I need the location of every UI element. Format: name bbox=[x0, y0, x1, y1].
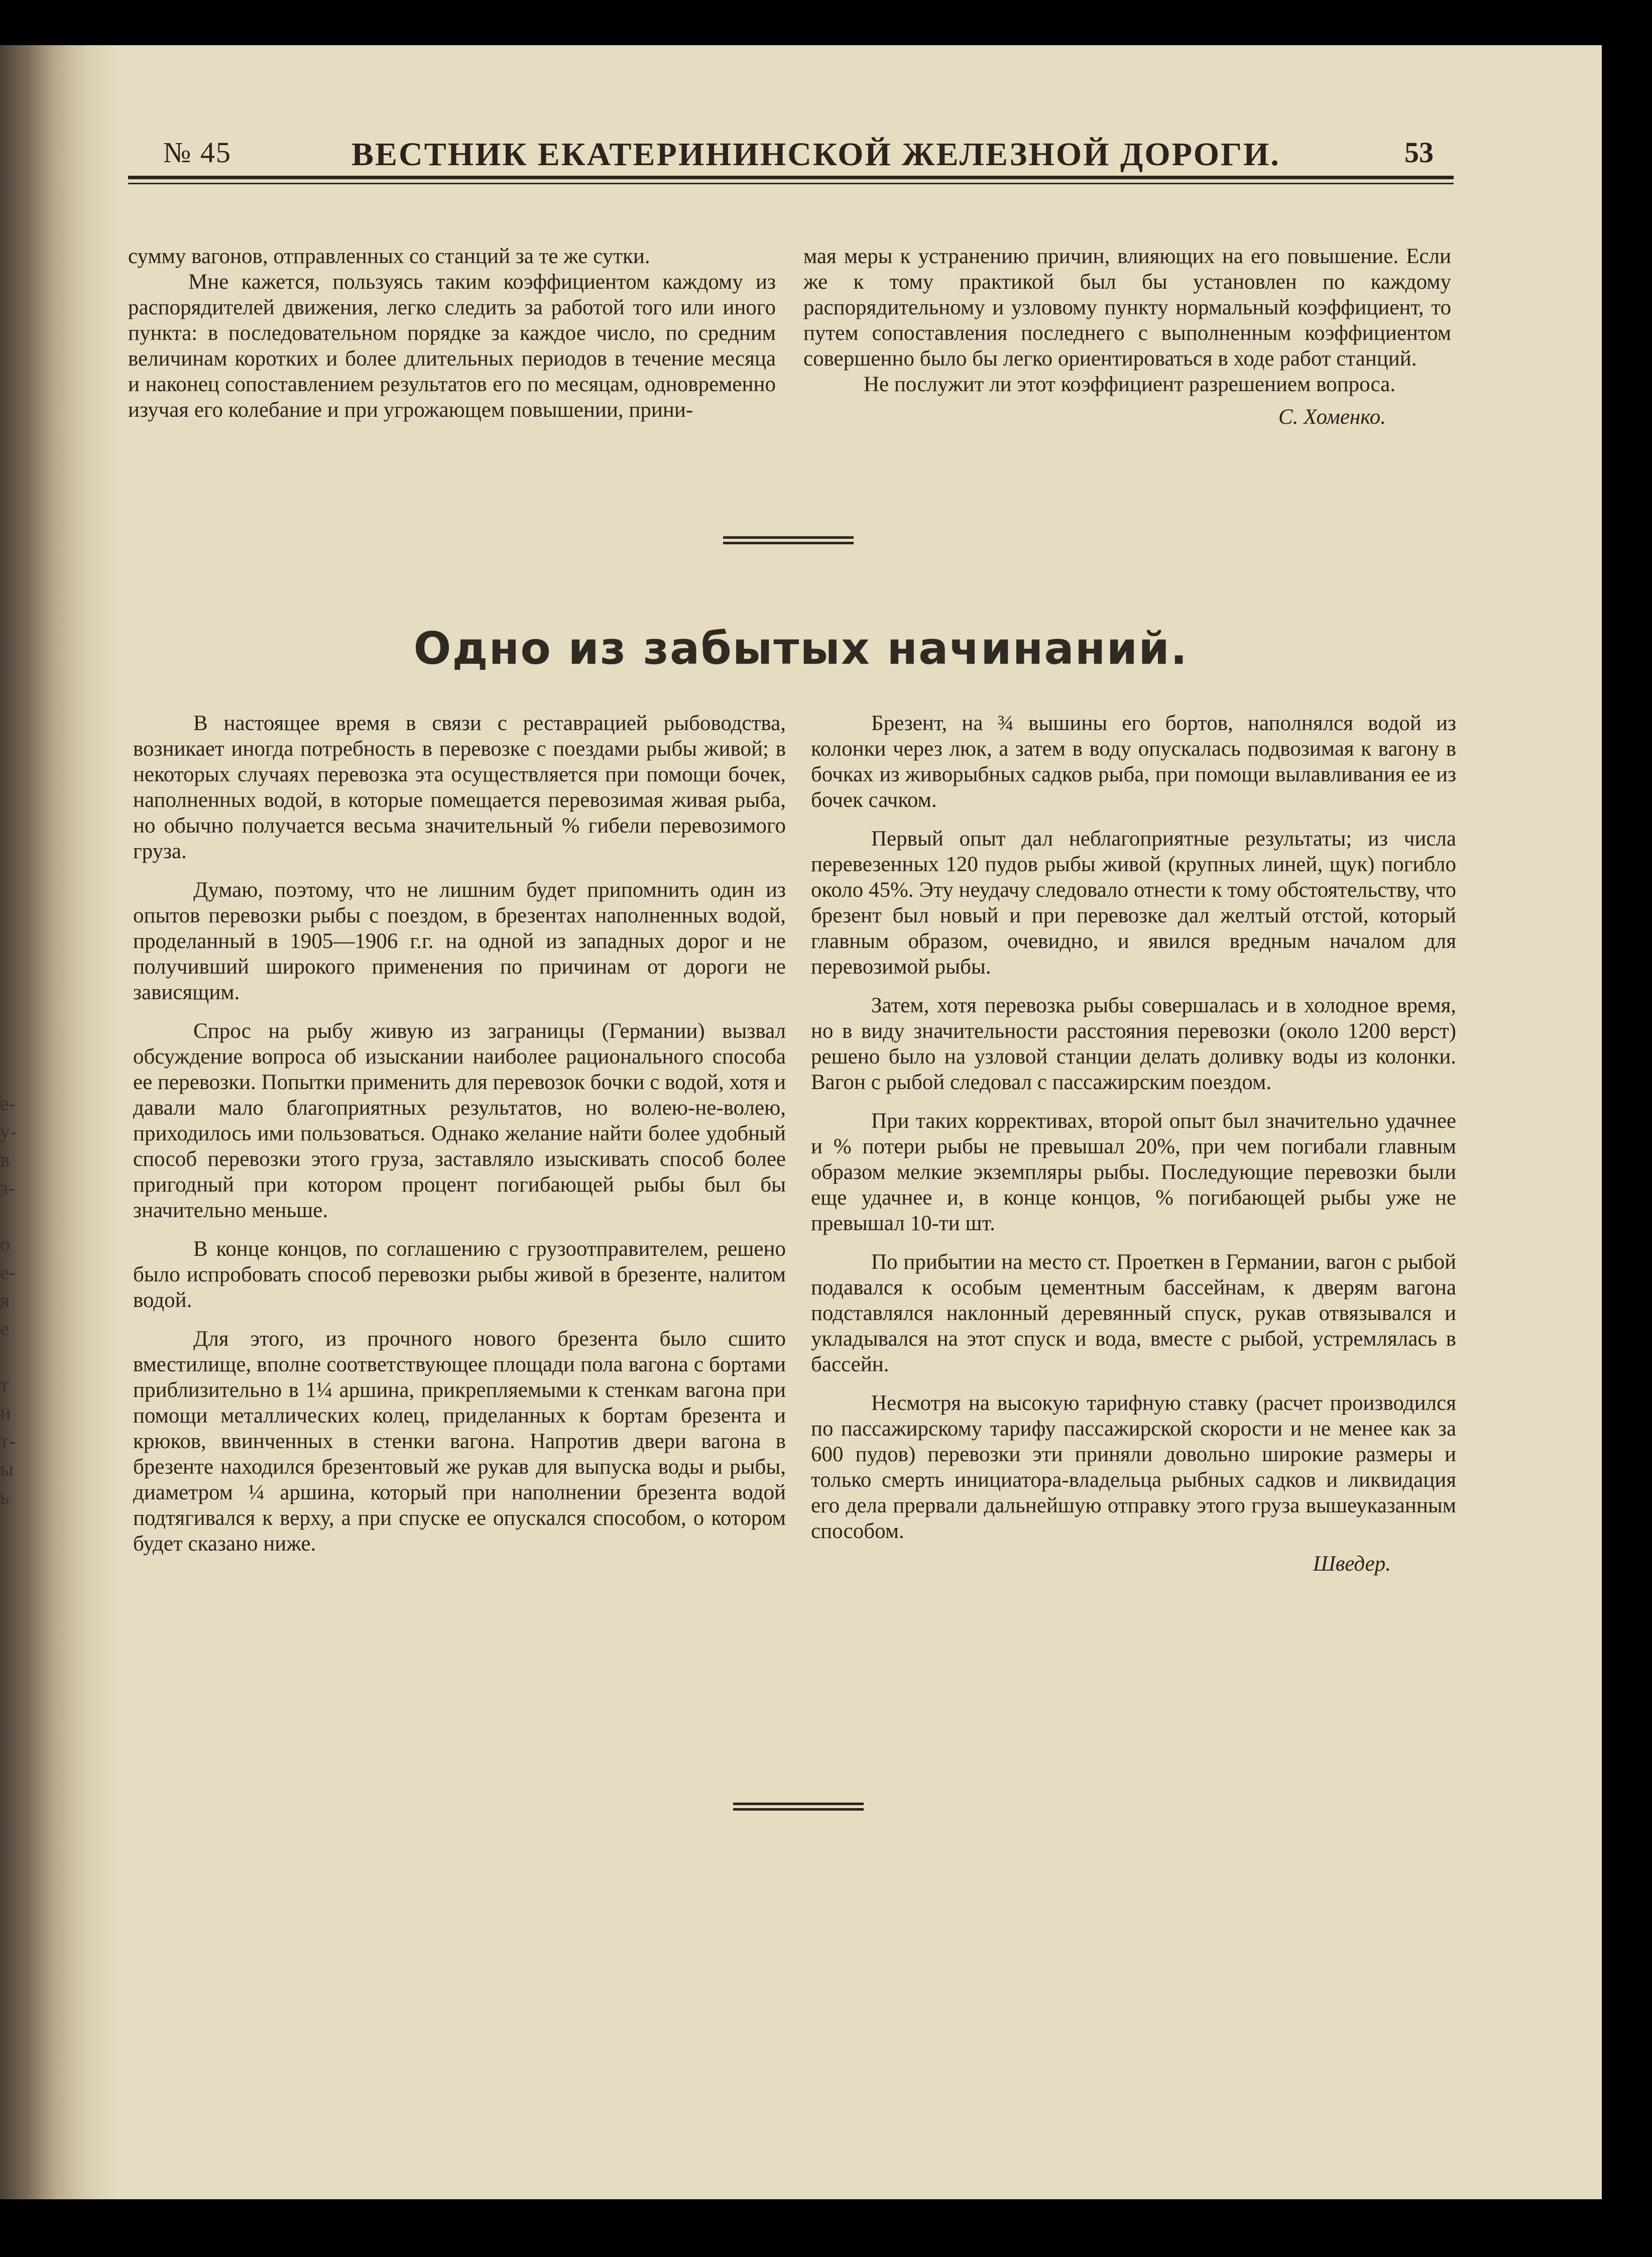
margin-fragment: я bbox=[0, 1289, 10, 1312]
scanned-page bbox=[0, 45, 1602, 2199]
issue-number: № 45 bbox=[163, 136, 231, 169]
paragraph: мая меры к устранению причин, влияющих на его повышение. Если же к тому практикой был бы установлен по каждому распорядительному и узловому пункту нормальный коэффициент, то путем сопоставления последнего с выполненным коэффициентом совершенно было бы легко ориентироваться в ходе работ станций. bbox=[803, 245, 1451, 371]
margin-fragment: т- bbox=[0, 1430, 16, 1452]
margin-fragment: т bbox=[0, 1373, 9, 1396]
paragraph: Несмотря на высокую тарифную ставку (расчет производился по пассажирскому тарифу пассажирской скорости и не менее как за 600 пудов) перевозки эти приняли довольно широкие размеры и только смерть инициатора-владельца рыбных садков и ликвидация его дела прервали дальнейшую отправку этого груза вышеуказанным способом. bbox=[811, 1391, 1456, 1543]
paragraph: В настоящее время в связи с реставрацией рыбоводства, возникает иногда потребность в перевозке с поездами рыбы живой; в некоторых случаях перевозка эта осуществляется при помощи бочек, наполненных водой, в которые помещается перевозимая живая рыба, но обычно получается весьма значительный % гибели перевозимого груза. bbox=[133, 711, 786, 863]
header-rule bbox=[128, 176, 1454, 179]
margin-fragment: в bbox=[0, 1148, 10, 1171]
previous-article-left-column bbox=[128, 244, 776, 423]
author-signature: Шведер. bbox=[1313, 1552, 1391, 1576]
paragraph: Брезент, на ¾ вышины его бортов, наполнялся водой из колонки через люк, а затем в воду опускалась подвозимая к вагону в бочках из живорыбных садков рыба, при помощи вылавливания ее из бочек сачком. bbox=[811, 711, 1456, 812]
paragraph: Думаю, поэтому, что не лишним будет припомнить один из опытов перевозки рыбы с поездом, в брезентах наполненных водой, проделанный в 1905—1906 г.г. на одной из западных дорог и не получивший широкого применения по причинам от дороги не зависящим. bbox=[133, 878, 786, 1004]
margin-fragment bbox=[0, 1202, 20, 1230]
margin-fragment: и bbox=[0, 1401, 11, 1424]
margin-fragment: е- bbox=[0, 1092, 16, 1115]
margin-fragment: ы bbox=[0, 1458, 14, 1480]
author-signature: С. Хоменко. bbox=[1278, 405, 1386, 429]
article-title: Одно из забытых начинаний. bbox=[413, 623, 1189, 674]
paragraph: При таких коррективах, второй опыт был значительно удачнее и % потери рыбы не превышал 20%, при чем погибали главным образом мелкие экземпляры рыбы. Последующие перевозки были еще удачнее и, в конце концов, % погибающей рыбы уже не превышал 10-ти шт. bbox=[811, 1109, 1456, 1235]
paragraph: Спрос на рыбу живую из заграницы (Германии) вызвал обсуждение вопроса об изыскании наиболее рационального способа ее перевозки. Попытки применить для перевозок бочки с водой, хотя и давали мало благоприятных результатов, но волею-не-волею, приходилось ими пользоваться. Однако желание найти более удобный способ перевозки этого груза, заставляло изыскивать способ более пригодный при котором процент погибающей рыбы был бы значительно меньше. bbox=[133, 1019, 786, 1222]
paragraph: Мне кажется, пользуясь таким коэффициентом каждому из распорядителей движения, легко следить за работой того или иного пункта: в последовательном порядке за каждое число, по средним величинам коротких и более длительных периодов в течение месяца и наконец сопоставлением результатов его по месяцам, одновременно изучая его колебание и при угрожающем повышении, прини- bbox=[128, 270, 776, 422]
running-head bbox=[128, 136, 1454, 191]
section-divider bbox=[723, 536, 854, 546]
article-left-column bbox=[133, 710, 786, 1557]
margin-fragment: е- bbox=[0, 1261, 16, 1283]
margin-fragment: з- bbox=[0, 1176, 15, 1199]
margin-fragment bbox=[0, 1343, 20, 1371]
paragraph: По прибытии на место ст. Проеткен в Германии, вагон с рыбой подавался к особым цементным бассейнам, к дверям вагона подставлялся наклонный деревянный спуск, рукав отвязывался и укладывался на этот спуск и вода, вместе с рыбой, устремлялась в бассейн. bbox=[811, 1250, 1456, 1376]
header-rule bbox=[128, 183, 1454, 184]
margin-fragment: ь bbox=[0, 1486, 10, 1508]
paragraph: Для этого, из прочного нового брезента было сшито вместилище, вполне соответствующее площади пола вагона с бортами приблизительно в 1¼ аршина, прикрепляемыми к стенкам вагона при помощи металлических колец, приделанных к бортам брезента и крюков, ввинченных в стенки вагона. Напротив двери вагона в брезенте находился брезентовый же рукав для выпуска воды и рыбы, диаметром ¼ аршина, который при наполнении брезента водой подтягивался к верху, а при спуске ее опускался способом, о котором будет сказано ниже. bbox=[133, 1327, 786, 1556]
previous-article-right-column bbox=[803, 244, 1451, 430]
paragraph: Не послужит ли этот коэффициент разрешением вопроса. bbox=[864, 373, 1396, 396]
section-divider bbox=[733, 1803, 864, 1813]
page-number: 53 bbox=[1404, 136, 1434, 169]
paragraph: Первый опыт дал неблагоприятные результаты; из числа перевезенных 120 пудов рыбы живой (крупных линей, щук) погибло около 45%. Эту неудачу следовало отнести к тому обстоятельству, что брезент был новый и при перевозке дал желтый отстой, который главным образом, очевидно, и явился вредным началом для перевозимой рыбы. bbox=[811, 827, 1456, 979]
journal-title: ВЕСТНИК ЕКАТЕРИНИНСКОЙ ЖЕЛЕЗНОЙ ДОРОГИ. bbox=[351, 136, 1280, 173]
margin-fragment: е bbox=[0, 1317, 9, 1340]
paragraph: сумму вагонов, отправленных со станций за те же сутки. bbox=[128, 245, 650, 268]
paragraph: В конце концов, по соглашению с грузоотправителем, решено было испробовать способ перевозки рыбы живой в брезенте, налитом водой. bbox=[133, 1237, 786, 1312]
paragraph: Затем, хотя перевозка рыбы совершалась и в холодное время, но в виду значительности расстояния перевозки (около 1200 верст) решено было на узловой станции делать доливку воды из колонки. Вагон с рыбой следовал с пассажирским поездом. bbox=[811, 994, 1456, 1094]
margin-fragment: о bbox=[0, 1233, 10, 1255]
previous-page-margin-fragments bbox=[0, 1090, 20, 2194]
margin-fragment: у- bbox=[0, 1120, 17, 1143]
article-right-column bbox=[811, 710, 1456, 1577]
